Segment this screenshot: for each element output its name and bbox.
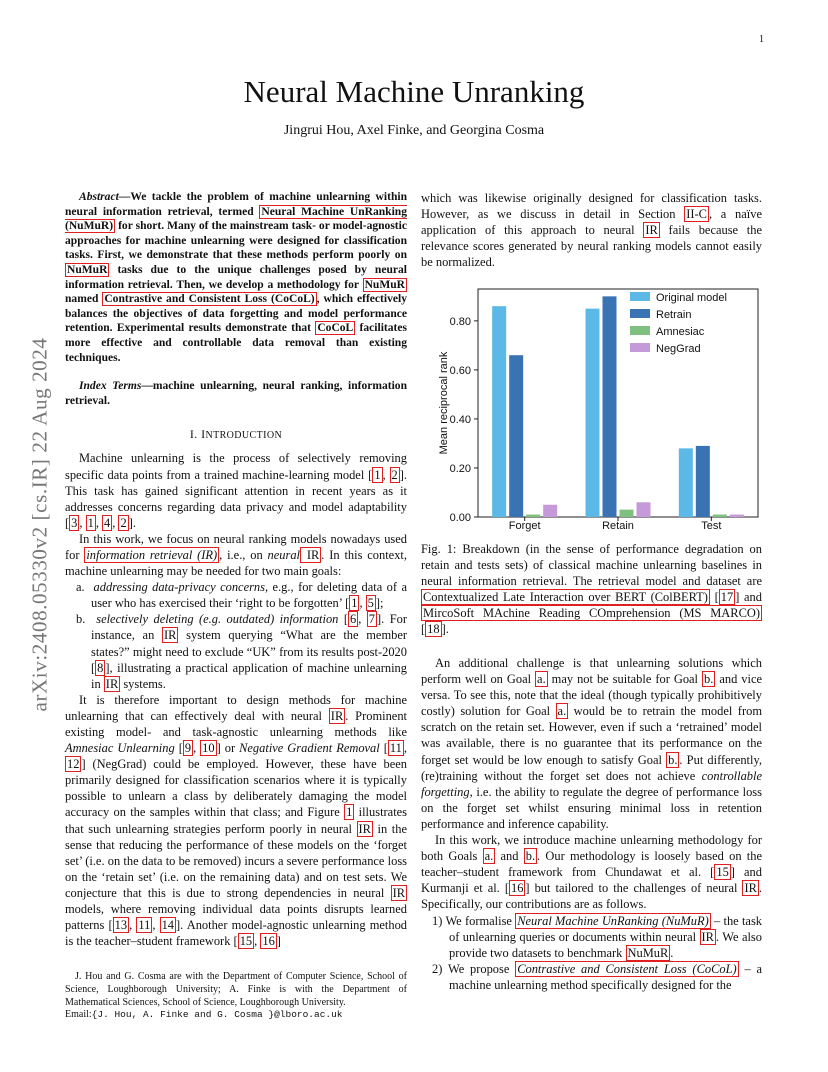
ir-link[interactable]: IR — [330, 708, 344, 723]
goal-link[interactable]: b. — [704, 672, 714, 687]
figure-link[interactable]: 1 — [346, 805, 353, 820]
continued-paragraph: which was likewise originally designed for classification tasks. However, as we discuss in detail in Section II-C , a naïve application of this approach to neural IR fails because the relevance scores generated by neural ranking models cannot easily be normalized. — [421, 191, 763, 270]
bar-retrain — [603, 296, 617, 517]
goal-b: b. selectively deleting (e.g. outdated) information [ 6 , 7 ]. For instance, an IR system querying “What are the member states?” might need to exclude “UK” from its results post-2020 [ 8 ], illustrating a practical application of machine unlearning in IR systems. — [76, 612, 408, 691]
citation-link[interactable]: 2 — [120, 515, 127, 530]
index-terms-lead: Index Terms — [79, 380, 142, 393]
citation-link[interactable]: 13 — [114, 918, 128, 933]
numur-link[interactable]: Neural Machine UnRanking (NuMuR) — [65, 205, 407, 233]
bar-amnesiac — [713, 515, 727, 517]
y-axis-label: Mean reciprocal rank — [438, 351, 450, 455]
numur-link[interactable]: NuMuR — [67, 263, 108, 276]
section-heading: I. INTRODUCTION — [189, 427, 283, 442]
citation-link[interactable]: 16 — [510, 881, 524, 896]
contribution-intro: In this work, we introduce machine unlearning methodology for both Goals a. and b. . Our methodology is loosely based on the teacher–student framework from Chundawat et al. [ 15 ] and Kurmanji et al. [ 16 ] but tailored to the challenges of neural IR . Specifically, our contributions are as follows. — [421, 833, 763, 912]
page-number: 1 — [759, 34, 764, 45]
email-address: {J. Hou, A. Finke and G. Cosma }@lboro.ac.uk — [91, 1009, 343, 1021]
citation-link[interactable]: 1 — [351, 596, 358, 611]
citation-link[interactable]: 1 — [87, 515, 94, 530]
goal-link[interactable]: a. — [537, 672, 546, 687]
paper-title: Neural Machine Unranking — [243, 74, 585, 109]
bar-original-model — [586, 309, 600, 517]
abstract-text: facilitates more effective and controllable data removal than existing techniques. — [65, 322, 408, 364]
citation-link[interactable]: 7 — [368, 612, 376, 627]
ir-link[interactable]: information retrieval (IR) — [86, 547, 218, 562]
abstract-text: —We tackle the problem of machine unlearning within neural information retrieval, termed — [65, 191, 407, 218]
challenge-paragraph: An additional challenge is that unlearning solutions which perform well on Goal a. may not be suitable for Goal b. and vice versa. To see this, note that the ideal (though typically prohibitively costly) solution for Goal a. would be to retrain the model from scratch on the retain set. However, even if such a ‘retrained’ model was available, there is no guarantee that its performance on the forget set would be low enough to satisfy Goal b. . Put differently, (re)training without the forget set does not achieve controllable forgetting, i.e. the ability to regulate the degree of performance loss on the forget set whilst ensuring minimal loss in retention performance and inference capability. — [421, 656, 762, 831]
cocol-link[interactable]: CoCoL — [317, 322, 354, 335]
y-tick-label: 0.00 — [449, 512, 471, 524]
ir-link[interactable]: IR — [105, 676, 119, 691]
abstract-text: named — [65, 293, 103, 306]
numur-link[interactable]: Neural Machine UnRanking (NuMuR) — [517, 913, 709, 928]
section-link[interactable]: II-C — [686, 207, 707, 222]
figure-caption: Fig. 1: Breakdown (in the sense of performance degradation on retain and tests sets) of classical machine unlearning baselines in neural information retrieval. The retrieval model and dataset are Contextualized Late Interaction over BERT (ColBERT) [ 17 ] and MircoSoft MAchine Reading COmprehension (MS MARCO) [ 18 ]. — [421, 542, 762, 637]
bar-retrain — [509, 355, 523, 517]
x-tick-label: Retain — [602, 520, 634, 532]
x-tick-label: Test — [701, 520, 722, 532]
citation-link[interactable]: 17 — [720, 590, 734, 605]
bar-retrain — [696, 446, 710, 517]
index-terms-text: —machine unlearning, neural ranking, information retrieval. — [65, 380, 407, 407]
abstract — [65, 190, 407, 365]
goal-link[interactable]: a. — [484, 849, 494, 864]
legend-label: Original model — [656, 292, 727, 304]
ir-link[interactable]: IR — [701, 929, 714, 944]
footnote: J. Hou and G. Cosma are with the Department of Computer Science, School of Science, Loughborough University; A. Finke is with the Department of Mathematical Sciences, School of Science, Loughborough University. Email:{J. Hou, A. Finke and G. Cosma }@lboro.ac.uk — [65, 971, 407, 1021]
right-column-lower — [421, 655, 762, 993]
intro-paragraph: Machine unlearning is the process of selectively removing specific data points from a trained machine-learning model [ 1 , 2 ]. This task has gained significant attention in recent years as it addresses concerns regarding data privacy and model adaptability [ 3 , 1 , 4 , 2 ]. — [65, 451, 408, 530]
ir-link[interactable]: IR — [744, 881, 757, 896]
goal-link[interactable]: b. — [525, 849, 536, 864]
x-tick-label: Forget — [508, 520, 541, 532]
citation-link[interactable]: 8 — [97, 660, 104, 675]
citation-link[interactable]: 11 — [138, 918, 151, 933]
msmarco-link[interactable]: MircoSoft MAchine Reading COmprehension (MS MARCO) — [423, 606, 760, 621]
citation-link[interactable]: 6 — [350, 612, 357, 627]
y-tick-label: 0.20 — [449, 462, 471, 475]
legend-label: Amnesiac — [656, 326, 705, 338]
ir-link[interactable]: IR — [358, 821, 371, 836]
abstract-text: tasks due to the unique challenges posed by neural information retrieval. Then, we develop a methodology for — [65, 263, 407, 291]
right-column-top — [421, 190, 762, 270]
citation-link[interactable]: 3 — [71, 515, 78, 530]
contribution-item: 2) We propose Contrastive and Consistent Loss (CoCoL) – a machine unlearning method specifically designed for the — [432, 961, 763, 992]
citation-link[interactable]: 14 — [161, 918, 175, 933]
citation-link[interactable]: 11 — [389, 741, 402, 756]
citation-link[interactable]: 12 — [67, 757, 80, 772]
legend-swatch — [630, 326, 650, 335]
legend-label: NegGrad — [656, 343, 701, 355]
abstract-lead: Abstract — [79, 191, 119, 203]
legend-label: Retrain — [656, 309, 692, 321]
citation-link[interactable]: 15 — [239, 934, 253, 949]
bar-neggrad — [543, 505, 557, 517]
ir-link[interactable]: IR — [645, 223, 658, 238]
bar-original-model — [679, 448, 693, 517]
citation-link[interactable]: 10 — [202, 741, 215, 756]
citation-link[interactable]: 5 — [367, 596, 374, 611]
goal-a: a. addressing data-privacy concerns, e.g., for deleting data of a user who has exercised their ‘right to be forgotten’ [ 1 , 5 ]; — [76, 580, 408, 611]
y-tick-label: 0.60 — [449, 364, 471, 377]
bar-neggrad — [637, 502, 651, 517]
intro-paragraph: In this work, we focus on neural ranking models nowadays used for information retrieval (IR) , i.e., on neural IR . In this context, machine unlearning may be needed for two main goals: — [65, 531, 407, 579]
author-list: Jingrui Hou, Axel Finke, and Georgina Cosma — [283, 123, 545, 138]
bar-original-model — [492, 306, 506, 517]
citation-link[interactable]: 18 — [427, 622, 440, 637]
cocol-link[interactable]: Contrastive and Consistent Loss (CoCoL) — [517, 961, 737, 976]
cocol-link[interactable]: Contrastive and Consistent Loss (CoCoL) — [104, 293, 315, 306]
numur-link[interactable]: NuMuR — [627, 945, 669, 960]
intro-paragraph: It is therefore important to design methods for machine unlearning that can effectively deal with neural IR . Prominent existing model- and task-agnostic unlearning methods like Amnesiac Unlearning [ 9 , 10 ] or Negative Gradient Removal [ 11 , 12 ] (NegGrad) could be employed. However, these have been primarily designed for classification scenarios where it is typically possible to unlearn a class by deliberately damaging the model accuracy on the samples within that class; and Figure 1 illustrates that such unlearning strategies perform poorly in neural IR in the sense that reducing the performance of these models on the ‘forget set’ (i.e. on the data to be removed) incurs a severe performance loss on the ‘retain set’ (i.e. on the remaining data) and on test sets. We conjecture that this is due to strong dependencies in neural IR models, where removing individual data points disrupts learned patterns [ 13 , 11 , 14 ]. Another model-agnostic unlearning method is the teacher–student framework [ 15 , 16 ] — [65, 692, 408, 949]
left-column — [65, 190, 407, 1022]
citation-link[interactable]: 2 — [391, 467, 398, 482]
abstract-text: , which effectively balances the objectives of data forgetting and model performance retention. Experimental results demonstrate that — [65, 293, 407, 335]
citation-link[interactable]: 1 — [374, 467, 381, 482]
arxiv-identifier: arXiv:2408.05330v2 [cs.IR] 22 Aug 2024 — [27, 337, 52, 712]
ir-link[interactable]: IR — [392, 885, 405, 900]
ir-link[interactable]: IR — [164, 628, 177, 643]
bar-amnesiac — [526, 515, 540, 517]
goal-link[interactable]: b. — [668, 752, 678, 767]
contribution-item: 1) We formalise Neural Machine UnRanking (NuMuR) – the task of unlearning queries or documents within neural IR . We also provide two datasets to benchmark NuMuR . — [432, 913, 763, 960]
bar-amnesiac — [620, 510, 634, 517]
goal-link[interactable]: a. — [557, 704, 567, 719]
citation-link[interactable]: 9 — [184, 741, 192, 756]
citation-link[interactable]: 15 — [716, 865, 729, 880]
ir-link[interactable]: IR — [302, 547, 320, 562]
abstract-text: for short. Many of the mainstream task- or model-agnostic approaches for machine unlearning were designed for classification tasks. First, we demonstrate that these methods perform poorly on — [65, 220, 407, 262]
y-tick-label: 0.80 — [449, 315, 471, 328]
index-terms — [65, 379, 407, 408]
colbert-link[interactable]: Contextualized Late Interaction over BERT (ColBERT) — [423, 590, 708, 605]
citation-link[interactable]: 4 — [104, 515, 111, 530]
bar-chart — [432, 283, 762, 533]
citation-link[interactable]: 16 — [262, 934, 275, 949]
legend-swatch — [630, 292, 650, 301]
y-tick-label: 0.40 — [449, 413, 471, 426]
legend-swatch — [630, 343, 650, 352]
bar-neggrad — [730, 515, 744, 517]
numur-link[interactable]: NuMuR — [364, 278, 405, 291]
legend-swatch — [630, 309, 650, 318]
